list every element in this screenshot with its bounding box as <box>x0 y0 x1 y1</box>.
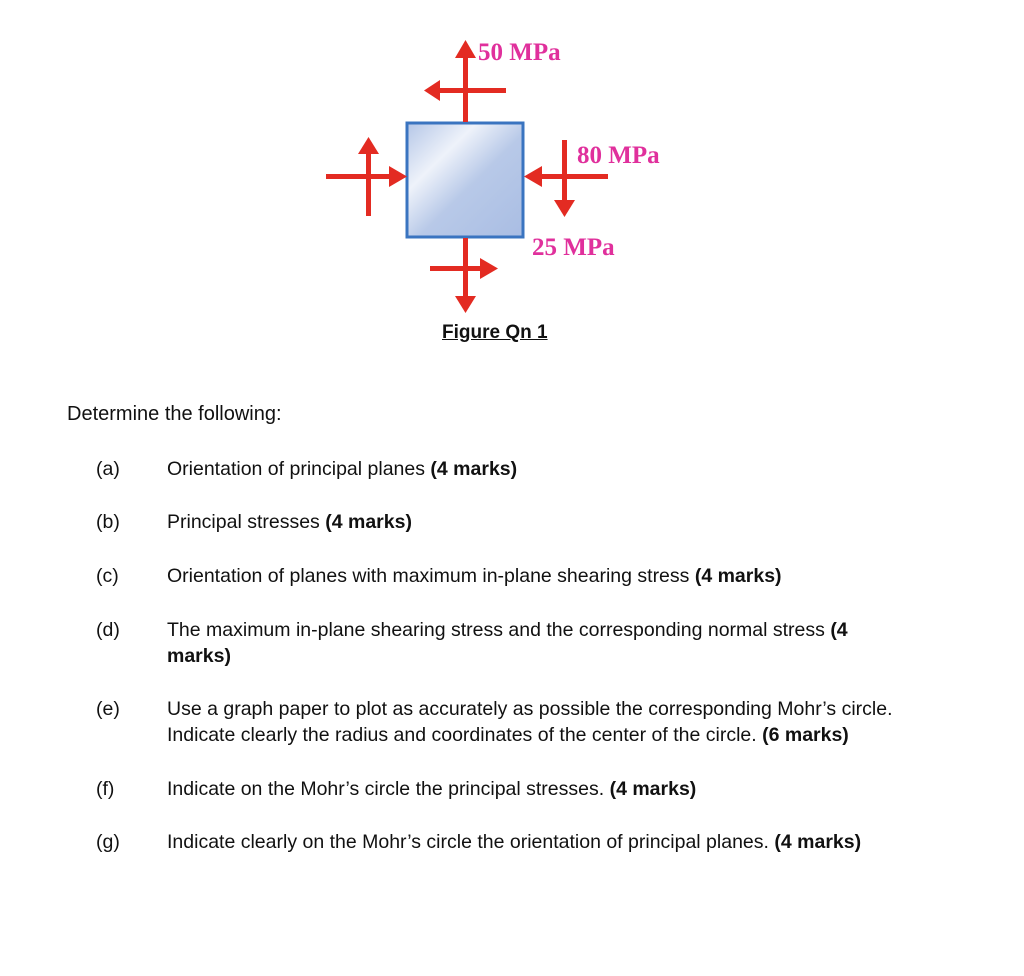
shear-stress-label: 25 MPa <box>532 234 615 261</box>
question-letter: (c) <box>96 565 119 587</box>
question-letter: (e) <box>96 698 120 720</box>
instructions-heading: Determine the following: <box>67 403 282 425</box>
right-shear-arrow-head <box>554 200 575 217</box>
top-normal-arrow-head <box>455 40 476 58</box>
question-letter: (a) <box>96 458 120 480</box>
left-shear-arrow-head <box>358 137 379 154</box>
top-shear-arrow-shaft <box>438 88 506 93</box>
question-letter: (d) <box>96 619 120 641</box>
right-normal-arrow-shaft <box>540 174 608 179</box>
left-normal-arrow-head <box>389 166 407 187</box>
question-letter: (g) <box>96 831 120 853</box>
right-normal-arrow-head <box>524 166 542 187</box>
top-shear-arrow-head <box>424 80 440 101</box>
question-marks: (6 marks) <box>762 724 849 746</box>
bottom-shear-arrow-head <box>480 258 498 279</box>
left-normal-arrow-shaft <box>326 174 392 179</box>
question-marks: (4 marks) <box>694 565 782 587</box>
question-text: Indicate on the Mohr’s circle the principal stresses. (4 marks) <box>167 778 697 800</box>
bottom-normal-arrow-head <box>455 296 476 313</box>
bottom-shear-arrow-shaft <box>430 266 482 271</box>
question-letter: (f) <box>96 778 115 800</box>
left-shear-arrow-shaft <box>366 152 371 216</box>
stress-element-figure <box>0 0 1024 360</box>
question-letter: (b) <box>96 511 120 533</box>
question-marks: (4 marks) <box>167 619 848 667</box>
right-shear-arrow-shaft <box>562 140 567 202</box>
stress-element-square <box>407 123 523 237</box>
question-marks: (4 marks) <box>774 831 862 853</box>
figure-caption: Figure Qn 1 <box>442 322 548 343</box>
question-text: Orientation of principal planes (4 marks) <box>167 458 518 480</box>
question-text: Orientation of planes with maximum in-plane shearing stress (4 marks) <box>167 565 782 587</box>
question-marks: (4 marks) <box>609 778 697 800</box>
question-text: Use a graph paper to plot as accurately as possible the corresponding Mohr’s circle. Indicate clearly the radius and coordinates of the center of the circle. (6 marks) <box>167 698 893 746</box>
question-marks: (4 marks) <box>430 458 518 480</box>
top-stress-label: 50 MPa <box>478 39 561 66</box>
question-text: Indicate clearly on the Mohr’s circle the orientation of principal planes. (4 marks) <box>167 831 862 853</box>
question-text: Principal stresses (4 marks) <box>167 511 412 533</box>
question-marks: (4 marks) <box>325 511 412 533</box>
right-stress-label: 80 MPa <box>577 142 660 169</box>
question-text: The maximum in-plane shearing stress and the corresponding normal stress (4 marks) <box>167 619 848 667</box>
